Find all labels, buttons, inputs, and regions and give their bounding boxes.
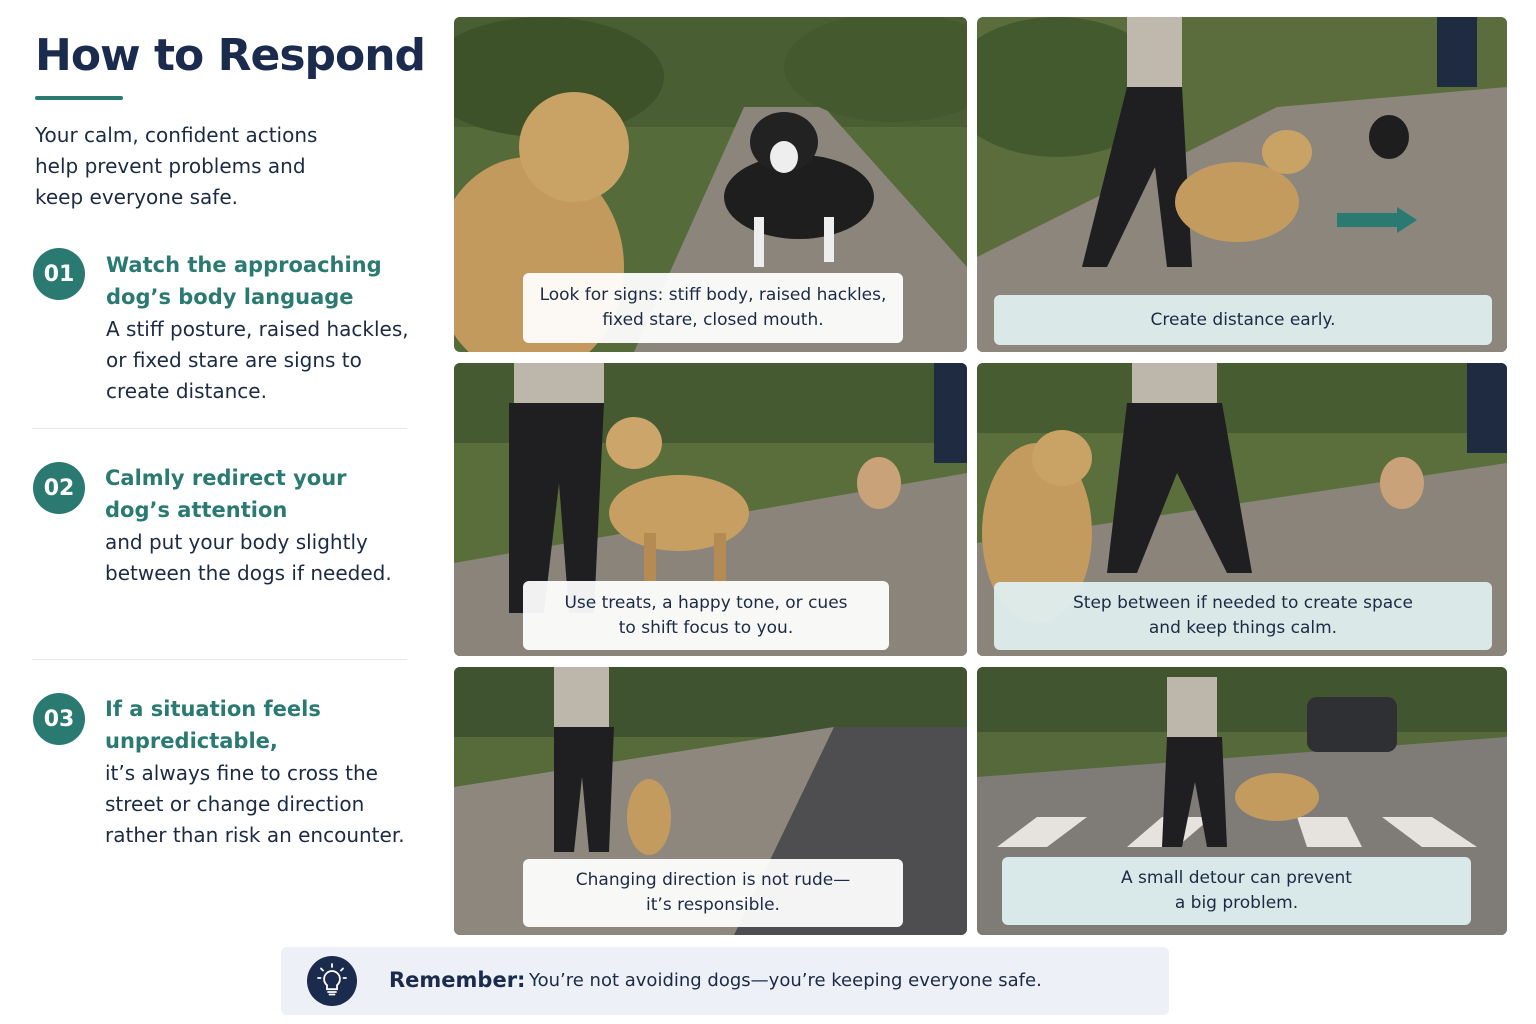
remember-banner — [281, 947, 1169, 1015]
step-number-badge: 02 — [33, 462, 85, 514]
page-title: How to Respond — [35, 30, 426, 81]
photo-caption: Changing direction is not rude— it’s responsible. — [523, 859, 903, 927]
remember-label: Remember: — [389, 968, 526, 992]
photo-caption: Use treats, a happy tone, or cues to shift focus to you. — [523, 581, 889, 650]
photo-caption: Create distance early. — [994, 295, 1492, 345]
remember-text: You’re not avoiding dogs—you’re keeping everyone safe. — [529, 970, 1042, 991]
step-heading: If a situation feels unpredictable, — [105, 697, 321, 753]
step-body: it’s always fine to cross the street or change direction rather than risk an encounter. — [105, 761, 405, 847]
photo-dog-body-language — [454, 17, 967, 352]
step-number-badge: 03 — [33, 693, 85, 745]
photo-step-between — [977, 363, 1507, 656]
title-underline — [35, 96, 123, 100]
photo-caption: A small detour can prevent a big problem. — [1002, 857, 1471, 925]
lightbulb-icon — [307, 956, 357, 1006]
divider — [32, 428, 407, 429]
step-heading: Calmly redirect your dog’s attention — [105, 466, 347, 522]
step-body: and put your body slightly between the dogs if needed. — [105, 530, 392, 585]
photo-change-direction — [454, 667, 967, 935]
photo-redirect-attention — [454, 363, 967, 656]
photo-caption: Step between if needed to create space and keep things calm. — [994, 582, 1492, 650]
step-heading: Watch the approaching dog’s body language — [106, 253, 382, 309]
intro-text: Your calm, confident actions help prevent problems and keep everyone safe. — [35, 123, 318, 209]
photo-caption: Look for signs: stiff body, raised hackles, fixed stare, closed mouth. — [523, 273, 903, 343]
step-body: A stiff posture, raised hackles, or fixed stare are signs to create distance. — [106, 317, 409, 403]
photo-small-detour — [977, 667, 1507, 935]
step-number-badge: 01 — [33, 248, 85, 300]
photo-create-distance — [977, 17, 1507, 352]
divider — [32, 659, 407, 660]
